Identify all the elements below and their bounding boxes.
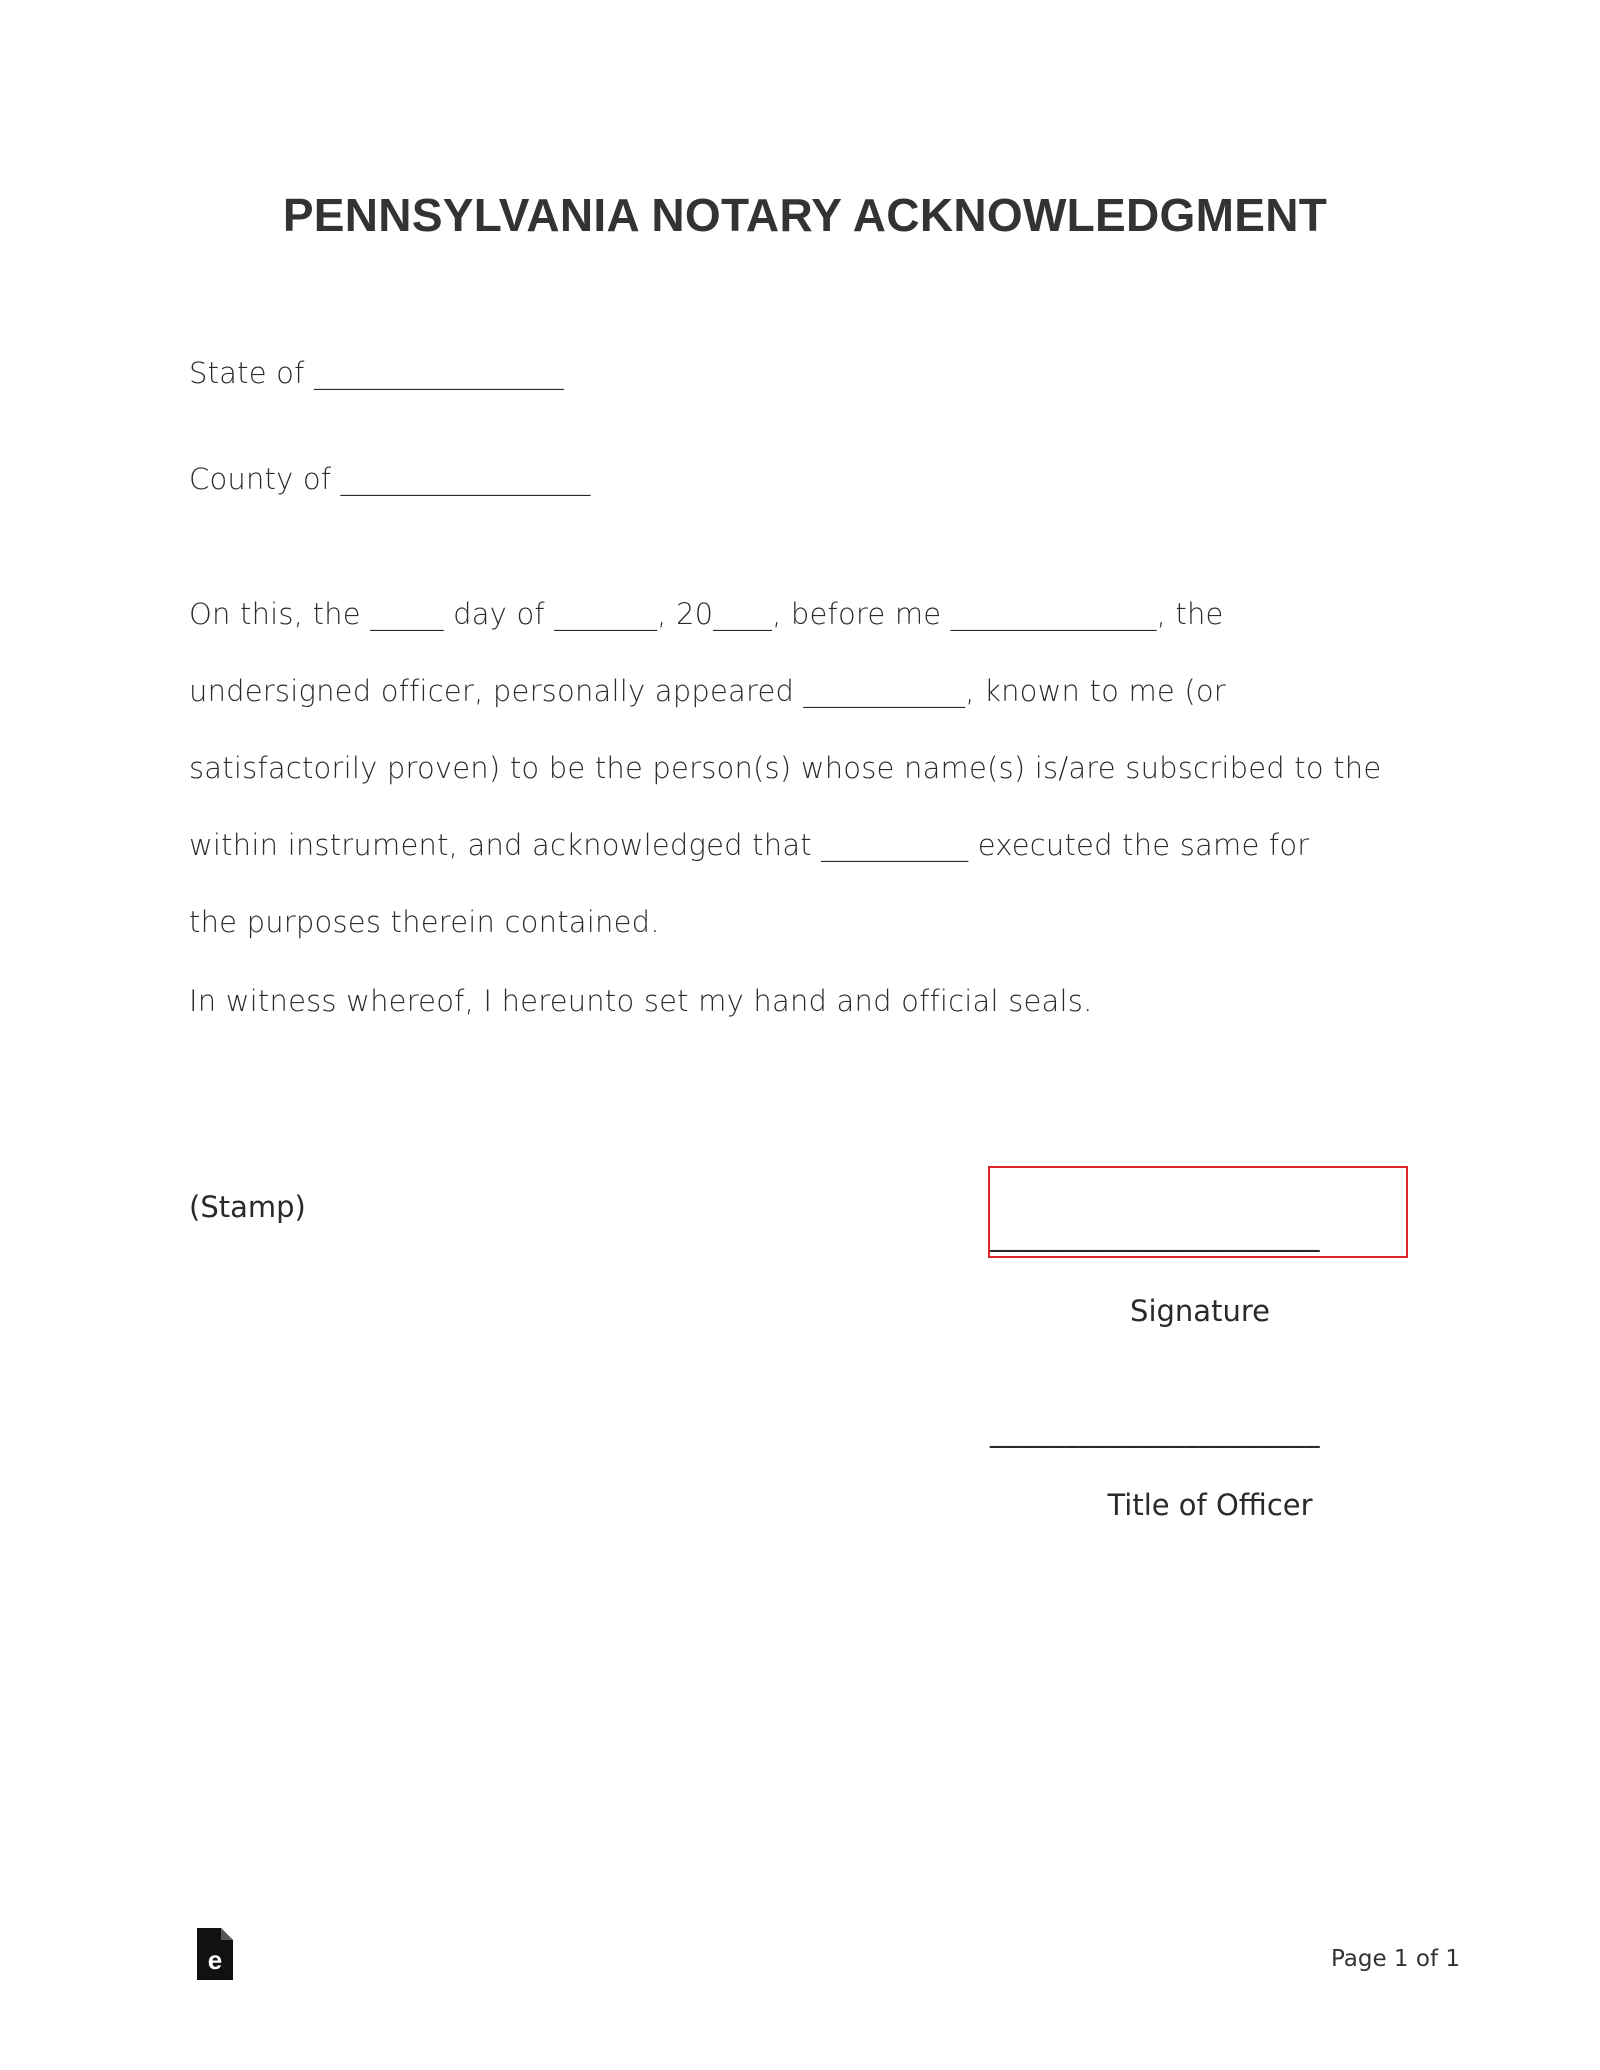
county-line: County of _________________ <box>189 462 591 496</box>
eforms-document-logo-icon <box>197 1928 233 1980</box>
officer-title-blank: ______________________ <box>990 1414 1320 1448</box>
signature-label: Signature <box>1130 1294 1270 1328</box>
signature-field[interactable] <box>988 1166 1408 1258</box>
signature-blank: ______________________ <box>990 1218 1320 1252</box>
page-number: Page 1 of 1 <box>1330 1946 1460 1972</box>
witness-line: In witness whereof, I hereunto set my hand and official seals. <box>189 984 1093 1018</box>
officer-title-label: Title of Officer <box>1107 1488 1313 1522</box>
body-line-2: undersigned officer, personally appeared ___________, known to me (or <box>189 674 1226 708</box>
state-line: State of _________________ <box>189 356 564 390</box>
body-line-5: the purposes therein contained. <box>189 905 660 939</box>
document-title: PENNSYLVANIA NOTARY ACKNOWLEDGMENT <box>282 189 1328 241</box>
body-line-4: within instrument, and acknowledged that __________ executed the same for <box>189 828 1310 862</box>
body-line-3: satisfactorily proven) to be the person(s) whose name(s) is/are subscribed to the <box>189 751 1382 785</box>
stamp-label: (Stamp) <box>189 1190 306 1224</box>
body-line-1: On this, the _____ day of _______, 20____, before me ______________, the <box>189 597 1224 631</box>
svg-text:e: e <box>207 1945 223 1975</box>
